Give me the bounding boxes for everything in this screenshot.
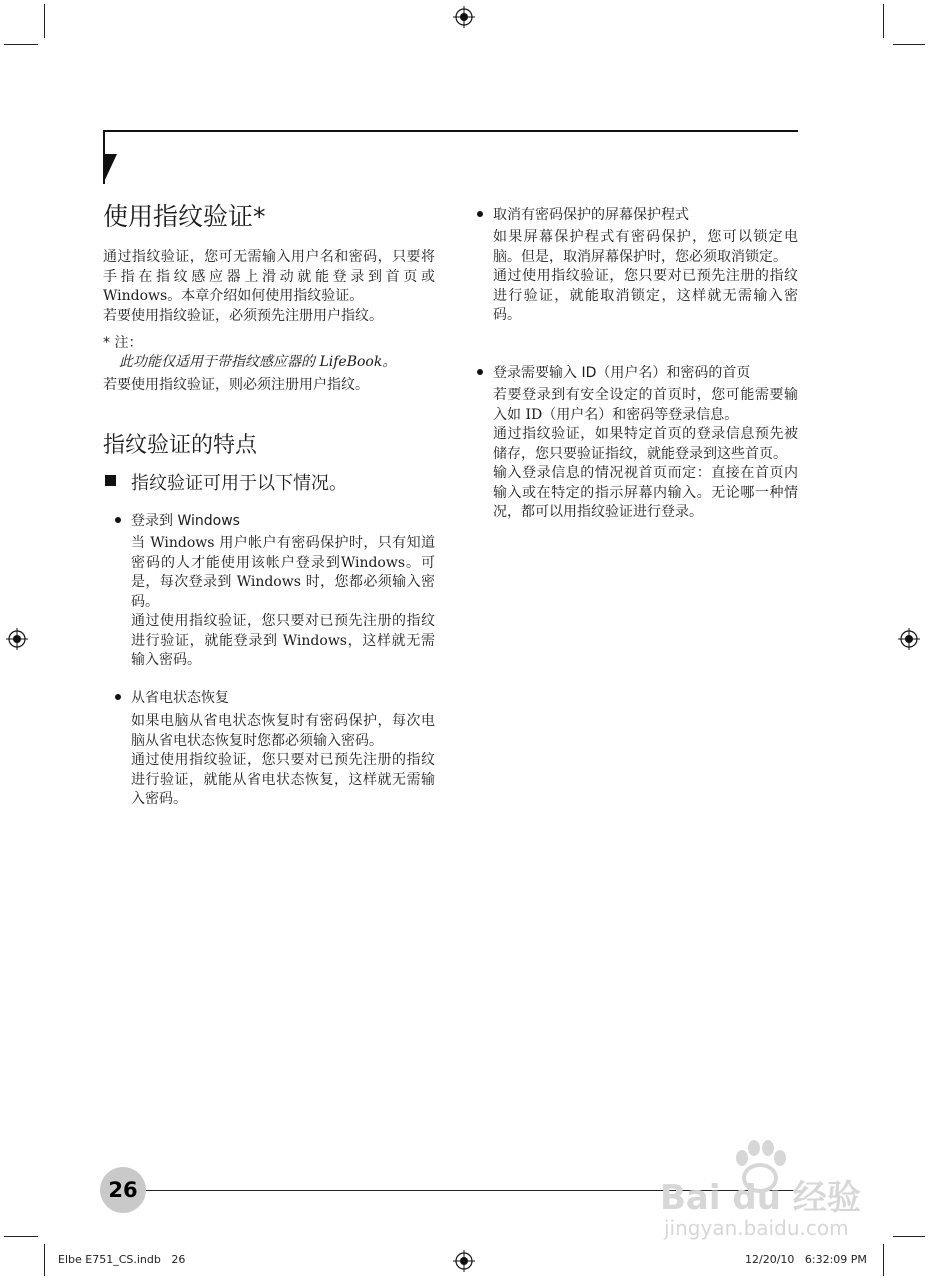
subsection-title: 指纹验证可用于以下情况。: [131, 473, 347, 494]
watermark-url: jingyan.baidu.com: [664, 1216, 849, 1240]
intro-paragraph: 通过指纹验证，您可无需输入用户名和密码，只要将手指在指纹感应器上滑动就能登录到首页或Windows。本章介绍如何使用指纹验证。: [103, 249, 435, 304]
item-title: 登录到 Windows: [131, 513, 240, 529]
item-paragraph: 通过使用指纹验证，您只要对已预先注册的指纹进行验证，就能登录到 Windows，这样就无需输入密码。: [131, 613, 435, 668]
header-triangle-icon: [103, 154, 117, 184]
crop-mark: [893, 44, 925, 45]
registration-mark-icon: [6, 628, 28, 650]
item-body: [493, 228, 798, 326]
item-paragraph: 输入登录信息的情况视首页而定：直接在首页内输入或在特定的指示屏幕内输入。无论哪一种情况，都可以用指纹验证进行登录。: [493, 465, 798, 520]
note-label: * 注：: [103, 335, 143, 351]
header-rule: [103, 130, 798, 132]
crop-mark: [44, 1244, 45, 1276]
after-note-text: 若要使用指纹验证，则必须注册用户指纹。: [103, 377, 369, 393]
item-paragraph: 通过使用指纹验证，您只要对已预先注册的指纹进行验证，就能取消锁定，这样就无需输入密码。: [493, 268, 798, 323]
item-body: [131, 712, 435, 810]
item-title: 登录需要输入 ID（用户名）和密码的首页: [493, 365, 751, 381]
bullet-icon: [115, 694, 121, 700]
bullet-icon: [477, 211, 483, 217]
item-paragraph: 通过使用指纹验证，您只要对已预先注册的指纹进行验证，就能从省电状态恢复，这样就无需输入密码。: [131, 752, 435, 807]
item-paragraph: 通过指纹验证，如果特定首页的登录信息预先被储存，您只要验证指纹，就能登录到这些首页。: [493, 426, 798, 462]
footer-file: Elbe E751_CS.indb 26: [58, 1253, 186, 1266]
crop-mark: [893, 1236, 925, 1237]
item-paragraph: 如果屏幕保护程式有密码保护，您可以锁定电脑。但是，取消屏幕保护时，您必须取消锁定。: [493, 229, 798, 265]
watermark-brand: Bai du 经验: [660, 1178, 861, 1218]
registration-mark-icon: [453, 1250, 475, 1272]
crop-mark: [4, 44, 38, 45]
registration-mark-icon: [898, 628, 920, 650]
item-body: [131, 534, 435, 671]
item-title: 从省电状态恢复: [131, 690, 229, 706]
intro-text: [103, 248, 435, 326]
item-paragraph: 若要登录到有安全设定的首页时，您可能需要输入如 ID（用户名）和密码等登录信息。: [493, 387, 798, 423]
crop-mark: [44, 4, 45, 38]
crop-mark: [883, 1244, 884, 1276]
section-title: 指纹验证的特点: [103, 433, 258, 458]
page-number: 26: [100, 1167, 146, 1213]
item-paragraph: 如果电脑从省电状态恢复时有密码保护，每次电脑从省电状态恢复时您都必须输入密码。: [131, 713, 435, 749]
item-body: [493, 386, 798, 523]
note-text: 此功能仅适用于带指纹感应器的 LifeBook。: [119, 354, 397, 370]
intro-paragraph: 若要使用指纹验证，必须预先注册用户指纹。: [103, 307, 383, 324]
bullet-icon: [115, 517, 121, 523]
square-bullet-icon: [105, 475, 116, 486]
registration-mark-icon: [453, 6, 475, 28]
crop-mark: [4, 1236, 38, 1237]
item-paragraph: 当 Windows 用户帐户有密码保护时，只有知道密码的人才能使用该帐户登录到Windows。可是，每次登录到 Windows 时，您都必须输入密码。: [131, 535, 435, 610]
watermark: [660, 1140, 880, 1240]
item-title: 取消有密码保护的屏幕保护程式: [493, 207, 689, 223]
footer-datetime: 12/20/10 6:32:09 PM: [745, 1253, 867, 1266]
page-title: 使用指纹验证*: [103, 202, 266, 231]
crop-mark: [883, 4, 884, 38]
bullet-icon: [477, 369, 483, 375]
